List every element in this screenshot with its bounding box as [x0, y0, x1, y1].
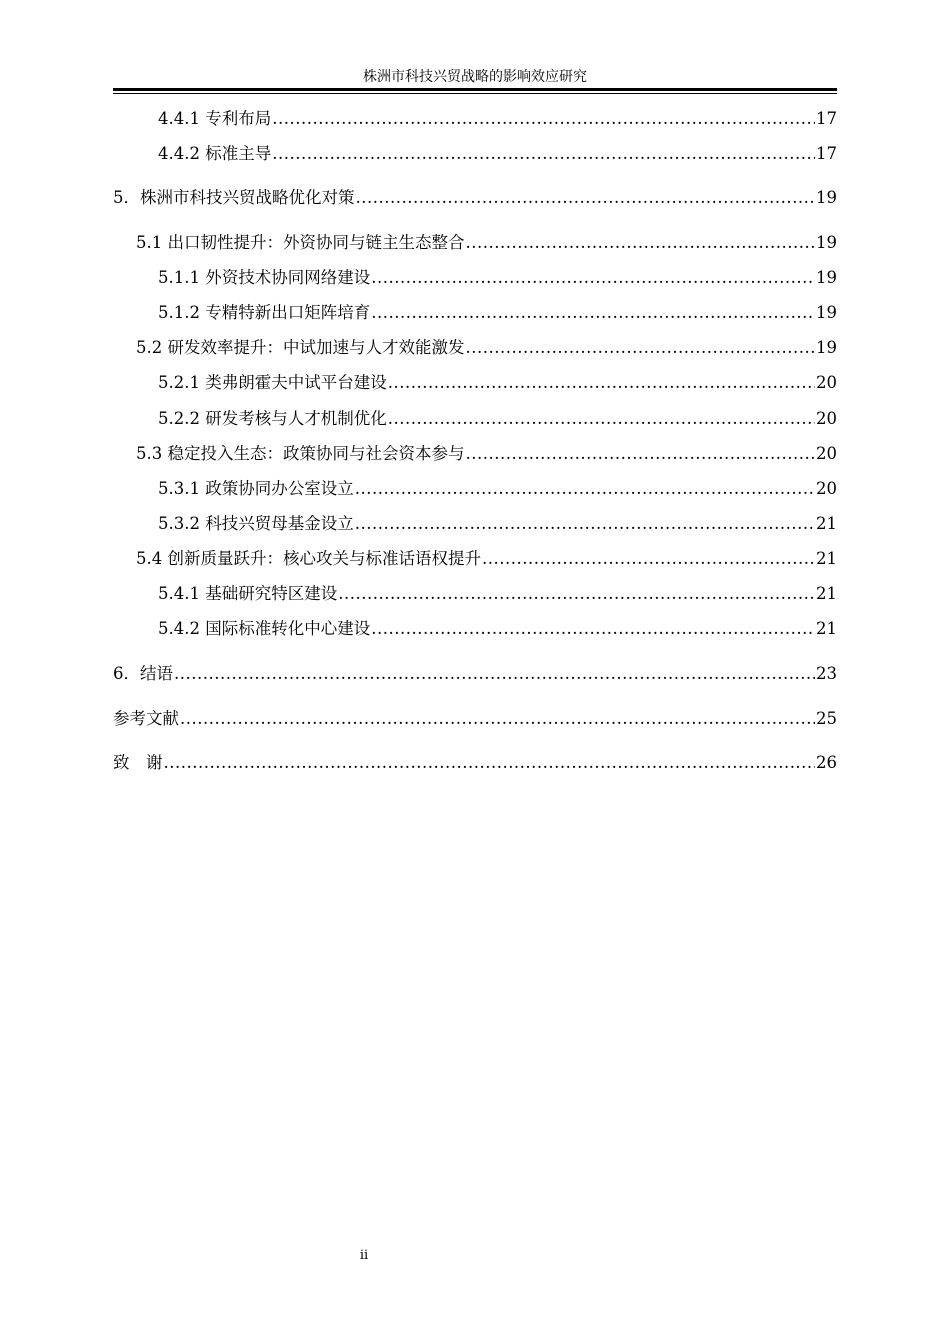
toc-entry-chapter-6[interactable]	[113, 663, 837, 685]
toc-entry-5-4-2[interactable]	[158, 618, 837, 640]
toc-label: 5.1.2 专精特新出口矩阵培育	[158, 303, 371, 322]
toc-label: 参考文献	[113, 709, 179, 728]
toc-leader-dots	[356, 187, 816, 209]
toc-leader-dots	[371, 302, 815, 324]
toc-page-number: 21	[816, 514, 837, 533]
toc-label: 5.3.1 政策协同办公室设立	[158, 479, 354, 498]
toc-leader-dots	[355, 478, 815, 500]
toc-page-number: 25	[816, 709, 837, 728]
toc-entry-4-4-2[interactable]	[158, 143, 837, 165]
toc-entry-chapter-5[interactable]	[113, 187, 837, 209]
toc-page-number: 20	[816, 444, 837, 463]
toc-label: 致 谢	[113, 753, 163, 772]
toc-page-number: 21	[816, 619, 837, 638]
toc-entry-references[interactable]	[113, 708, 837, 730]
toc-label: 5．株洲市科技兴贸战略优化对策	[113, 188, 355, 207]
toc-entry-4-4-1[interactable]	[158, 108, 837, 130]
toc-page-number: 23	[816, 664, 837, 683]
header-rule-thin	[113, 93, 837, 94]
toc-label: 4.4.2 标准主导	[158, 144, 272, 163]
toc-leader-dots	[388, 408, 815, 430]
toc-leader-dots	[388, 372, 815, 394]
toc-label: 5.2.1 类弗朗霍夫中试平台建设	[158, 373, 387, 392]
toc-label: 5.2.2 研发考核与人才机制优化	[158, 409, 387, 428]
toc-page-number: 21	[816, 584, 837, 603]
toc-page-number: 19	[816, 338, 837, 357]
toc-page-number: 20	[816, 409, 837, 428]
toc-page-number: 19	[816, 303, 837, 322]
toc-label: 4.4.1 专利布局	[158, 109, 272, 128]
toc-page-number: 21	[816, 549, 837, 568]
toc-label: 5.3.2 科技兴贸母基金设立	[158, 514, 354, 533]
toc-entry-5-2[interactable]	[136, 337, 837, 359]
toc-page-number: 26	[816, 753, 837, 772]
toc-label: 5.1 出口韧性提升：外资协同与链主生态整合	[136, 233, 465, 252]
toc-entry-acknowledgements[interactable]	[113, 752, 837, 774]
toc-leader-dots	[180, 708, 815, 730]
toc-leader-dots	[466, 443, 816, 465]
toc-entry-5-3-1[interactable]	[158, 478, 837, 500]
toc-leader-dots	[371, 618, 815, 640]
toc-page-number: 19	[816, 233, 837, 252]
toc-entry-5-2-1[interactable]	[158, 372, 837, 394]
running-header: 株洲市科技兴贸战略的影响效应研究	[363, 69, 587, 85]
toc-page-number: 20	[816, 479, 837, 498]
toc-leader-dots	[164, 752, 816, 774]
toc-leader-dots	[466, 337, 816, 359]
toc-label: 5.1.1 外资技术协同网络建设	[158, 268, 371, 287]
toc-entry-5-1-1[interactable]	[158, 267, 837, 289]
toc-entry-5-3[interactable]	[136, 443, 837, 465]
toc-label: 5.2 研发效率提升：中试加速与人才效能激发	[136, 338, 465, 357]
toc-leader-dots	[371, 267, 815, 289]
toc-page-number: 19	[816, 188, 837, 207]
toc-page-number: 20	[816, 373, 837, 392]
toc-label: 5.4.1 基础研究特区建设	[158, 584, 338, 603]
page-number: ii	[359, 1248, 369, 1263]
toc-page-number: 17	[816, 144, 837, 163]
toc-label: 5.3 稳定投入生态：政策协同与社会资本参与	[136, 444, 465, 463]
toc-label: 5.4.2 国际标准转化中心建设	[158, 619, 371, 638]
toc-entry-5-3-2[interactable]	[158, 513, 837, 535]
toc-entry-5-4-1[interactable]	[158, 583, 837, 605]
toc-entry-5-2-2[interactable]	[158, 408, 837, 430]
toc-label: 6．结语	[113, 664, 173, 683]
toc-leader-dots	[482, 548, 815, 570]
toc-entry-5-1[interactable]	[136, 232, 837, 254]
toc-leader-dots	[272, 143, 815, 165]
toc-leader-dots	[338, 583, 815, 605]
toc-leader-dots	[174, 663, 815, 685]
toc-entry-5-1-2[interactable]	[158, 302, 837, 324]
toc-entry-5-4[interactable]	[136, 548, 837, 570]
toc-page-number: 19	[816, 268, 837, 287]
toc-leader-dots	[355, 513, 815, 535]
toc-leader-dots	[466, 232, 816, 254]
header-rule-thick	[113, 88, 837, 91]
toc-page-number: 17	[816, 109, 837, 128]
toc-leader-dots	[272, 108, 815, 130]
toc-label: 5.4 创新质量跃升：核心攻关与标准话语权提升	[136, 549, 481, 568]
